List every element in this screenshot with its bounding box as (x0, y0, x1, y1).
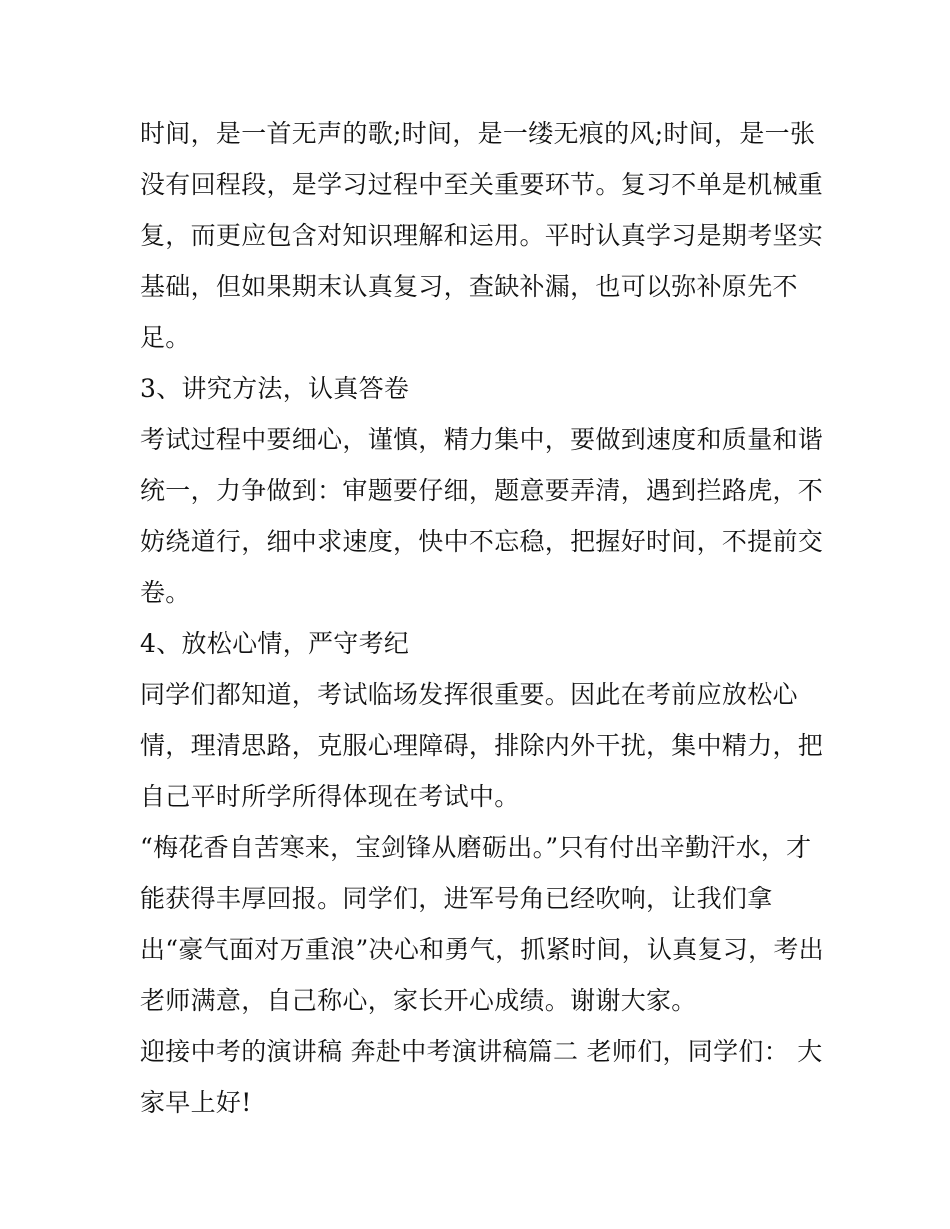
paragraph-line: 妨绕道行，细中求速度，快中不忘稳，把握好时间，不提前交 (140, 527, 824, 556)
paragraph-line: 出“豪气面对万重浪”决心和勇气，抓紧时间，认真复习，考出 (140, 935, 824, 964)
paragraph-line: 基础，但如果期末认真复习，查缺补漏，也可以弥补原先不 (140, 272, 798, 301)
paragraph-line: 考试过程中要细心，谨慎，精力集中，要做到速度和质量和谐 (140, 425, 824, 454)
paragraph-line: 家早上好! (140, 1088, 252, 1117)
paragraph-line: 同学们都知道，考试临场发挥很重要。因此在考前应放松心 (140, 680, 798, 709)
document-body (140, 108, 824, 1128)
paragraph-line: 足。 (140, 323, 191, 352)
paragraph-line: 自己平时所学所得体现在考试中。 (140, 782, 520, 811)
section-heading: 4、放松心情，严守考纪 (140, 629, 410, 658)
paragraph-line: 时间，是一首无声的歌;时间，是一缕无痕的风;时间，是一张 (140, 119, 816, 148)
paragraph-line: 老师满意，自己称心，家长开心成绩。谢谢大家。 (140, 986, 697, 1015)
paragraph-line: 迎接中考的演讲稿 奔赴中考演讲稿篇二 老师们，同学们： 大 (140, 1037, 823, 1066)
paragraph-line: 情，理清思路，克服心理障碍，排除内外干扰，集中精力，把 (140, 731, 824, 760)
paragraph-line: 能获得丰厚回报。同学们，进军号角已经吹响，让我们拿 (140, 884, 773, 913)
paragraph-line: “梅花香自苦寒来，宝剑锋从磨砺出。”只有付出辛勤汗水，才 (140, 833, 812, 862)
paragraph-line: 统一，力争做到：审题要仔细，题意要弄清，遇到拦路虎，不 (140, 476, 824, 505)
section-heading: 3、讲究方法，认真答卷 (140, 374, 410, 403)
paragraph-line: 卷。 (140, 578, 191, 607)
paragraph-line: 复，而更应包含对知识理解和运用。平时认真学习是期考坚实 (140, 221, 824, 250)
paragraph-line: 没有回程段，是学习过程中至关重要环节。复习不单是机械重 (140, 170, 824, 199)
